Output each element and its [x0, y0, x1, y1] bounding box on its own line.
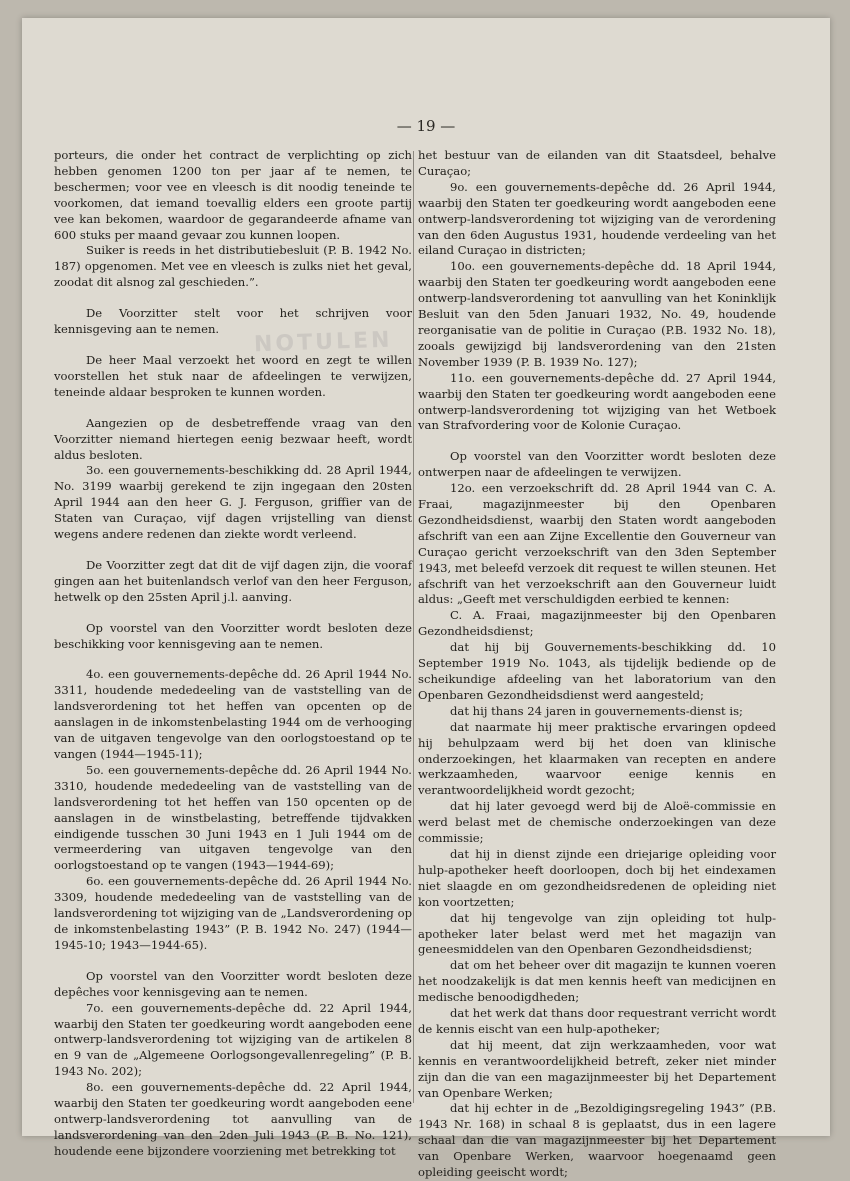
- paragraph: dat hij echter in de „Bezoldigingsregeling 1943” (P.B. 1943 Nr. 168) in schaal 8 is geplaatst, dus in een lagere schaal dan die van magazijnmeester bij het Departement van Openbare Werken, waarvoor hoegenaamd geen opleiding geeischt wordt;: [418, 1101, 776, 1180]
- paragraph: dat hij in dienst zijnde een driejarige opleiding voor hulp-apotheker heeft doorloopen, doch bij het eindexamen niet slaagde en om gezondheidsredenen de opleiding niet kon voortzetten;: [418, 846, 776, 909]
- paragraph: 10o. een gouvernements-depêche dd. 18 April 1944, waarbij den Staten ter goedkeuring wordt aangeboden eene ontwerp-landsverordening tot aanvulling van het Koninklijk Besluit van den 5den Januari 1932, No. 49, houdende reorganisatie van de politie in Curaçao (P.B. 1932 No. 18), zooals gewijzigd bij landsverordening van den 21sten November 1939 (P. B. 1939 No. 127);: [418, 259, 776, 369]
- paragraph: Op voorstel van den Voorzitter wordt besloten deze ontwerpen naar de afdeelingen te verwijzen.: [418, 449, 776, 480]
- paragraph: 9o. een gouvernements-depêche dd. 26 April 1944, waarbij den Staten ter goedkeuring wordt aangeboden eene ontwerp-landsverordening tot wijziging van de verordening van den 6den Augustus 1931, houdende verdeeling van het eiland Curaçao in districten;: [418, 179, 776, 258]
- paragraph: dat hij tengevolge van zijn opleiding tot hulp-apotheker later belast werd met het magazijn van geneesmiddelen van den Openbaren Gezondheidsdienst;: [418, 910, 776, 957]
- paragraph: 12o. een verzoekschrift dd. 28 April 1944 van C. A. Fraai, magazijnmeester bij den Openbaren Gezondheidsdienst, waarbij den Staten wordt aangeboden afschrift van een aan Zijne Excellentie den Gouverneur van Curaçao gericht verzoekschrift van den 3den September 1943, met beleefd verzoek dit request te willen steunen. Het afschrift van het verzoekschrift aan den Gouverneur luidt aldus: „Geeft met verschuldigden eerbied te kennen:: [418, 481, 776, 607]
- left-column: [22, 148, 412, 1160]
- paragraph: 5o. een gouvernements-depêche dd. 26 April 1944 No. 3310, houdende mededeeling van de vaststelling van de landsverordening tot het heffen van 150 opcenten op de aanslagen in de winstbelasting, betreffende tijdvakken eindigende tusschen 30 Juni 1943 en 1 Juli 1944 om de vermeerdering van uitgaven tengevolge van den oorlogstoestand op te vangen (1943—1944-69);: [54, 762, 412, 873]
- right-column: [418, 148, 776, 1181]
- paragraph: dat naarmate hij meer praktische ervaringen opdeed hij behulpzaam werd bij het doen van klinische onderzoekingen, het klaarmaken van recepten en andere werkzaamheden, waarvoor eenige kennis en verantwoordelijkheid wordt gezocht;: [418, 719, 776, 798]
- document-page: [22, 18, 830, 1180]
- paragraph: porteurs, die onder het contract de verplichting op zich hebben genomen 1200 ton per jaar af te nemen, te beschermen; voor vee en vleesch is dit noodig teneinde te voorkomen, dat iemand toevallig elders een groote partij vee kan bekomen, waardoor de gegarandeerde afname van 600 stuks per maand gevaar zou kunnen loopen.: [54, 148, 412, 242]
- paragraph: 7o. een gouvernements-depêche dd. 22 April 1944, waarbij den Staten ter goedkeuring wordt aangeboden eene ontwerp-landsverordening tot wijziging van de artikelen 8 en 9 van de „Algemeene Oorlogsongevallenregeling” (P. B. 1943 No. 202);: [54, 1000, 412, 1079]
- paragraph: De Voorzitter zegt dat dit de vijf dagen zijn, die vooraf gingen aan het buitenlandsch verlof van den heer Ferguson, hetwelk op den 25sten April j.l. aanving.: [54, 557, 412, 604]
- paragraph: dat hij thans 24 jaren in gouvernements-dienst is;: [450, 703, 743, 718]
- paragraph: het bestuur van de eilanden van dit Staatsdeel, behalve Curaçao;: [418, 148, 776, 178]
- paragraph: 11o. een gouvernements-depêche dd. 27 April 1944, waarbij den Staten ter goedkeuring wordt aangeboden eene ontwerp-landsverordening tot wijziging van het Wetboek van Strafvordering voor de Kolonie Curaçao.: [418, 370, 776, 433]
- paragraph: dat hij bij Gouvernements-beschikking dd. 10 September 1919 No. 1043, als tijdelijk bediende op de scheikundige afdeeling van het laboratorium van den Openbaren Gezondheidsdienst werd aangesteld;: [418, 640, 776, 702]
- paragraph: 8o. een gouvernements-depêche dd. 22 April 1944, waarbij den Staten ter goedkeuring wordt aangeboden eene ontwerp-landsverordening tot aanvulling van de landsverordening van den 2den Juli 1943 (P. B. No. 121), houdende eene bijzondere voorziening met betrekking tot: [54, 1080, 412, 1158]
- paragraph: 6o. een gouvernements-depêche dd. 26 April 1944 No. 3309, houdende mededeeling van de vaststelling van de landsverordening tot wijziging van de „Landsverordening op de inkomstenbelasting 1943” (P. B. 1942 No. 247) (1944—1945-10; 1943—1944-65).: [54, 874, 412, 952]
- paragraph: dat hij meent, dat zijn werkzaamheden, voor wat kennis en verantwoordelijkheid betreft, zeker niet minder zijn dan die van een magazijnmeester bij het Departement van Openbare Werken;: [418, 1037, 776, 1100]
- paragraph: C. A. Fraai, magazijnmeester bij den Openbaren Gezondheidsdienst;: [418, 608, 776, 639]
- paragraph: Op voorstel van den Voorzitter wordt besloten deze beschikking voor kennisgeving aan te nemen.: [54, 620, 412, 651]
- page-number: — 19 —: [396, 117, 456, 135]
- paragraph: dat hij later gevoegd werd bij de Aloë-commissie en werd belast met de chemische onderzoekingen van deze commissie;: [418, 799, 776, 846]
- notulen-stamp: NOTULEN: [253, 327, 393, 358]
- column-divider: [413, 151, 414, 1103]
- paragraph: dat om het beheer over dit magazijn te kunnen voeren het noodzakelijk is dat men kennis heeft van medicijnen en medische benoodigdheden;: [418, 958, 776, 1005]
- paragraph: De Voorzitter stelt voor het schrijven voor kennisgeving aan te nemen.: [54, 306, 412, 337]
- paragraph: Suiker is reeds in het distributiebesluit (P. B. 1942 No. 187) opgenomen. Met vee en vleesch is zulks niet het geval, zoodat dit alsnog zal geschieden.”.: [54, 243, 412, 290]
- paragraph: Aangezien op de desbetreffende vraag van den Voorzitter niemand hiertegen eenig bezwaar heeft, wordt aldus besloten.: [54, 415, 412, 462]
- paragraph: 3o. een gouvernements-beschikking dd. 28 April 1944, No. 3199 waarbij gerekend te zijn ingegaan den 20sten April 1944 aan den heer G. J. Ferguson, griffier van de Staten van Curaçao, vijf dagen vrijstelling van dienst wegens andere redenen dan ziekte wordt verleend.: [54, 463, 412, 542]
- paragraph: 4o. een gouvernements-depêche dd. 26 April 1944 No. 3311, houdende mededeeling van de vaststelling van de landsverordening tot het heffen van opcenten op de aanslagen in de inkomstenbelasting 1944 om de verhooging van de uitgaven tengevolge van den oorlogstoestand op te vangen (1944—1945-11);: [54, 667, 412, 761]
- paragraph: De heer Maal verzoekt het woord en zegt te willen voorstellen het stuk naar de afdeelingen te verwijzen, teneinde aldaar besproken te kunnen worden.: [54, 352, 412, 399]
- paragraph: Op voorstel van den Voorzitter wordt besloten deze depêches voor kennisgeving aan te nemen.: [54, 968, 412, 999]
- paragraph: dat het werk dat thans door requestrant verricht wordt de kennis eischt van een hulp-apotheker;: [418, 1006, 776, 1036]
